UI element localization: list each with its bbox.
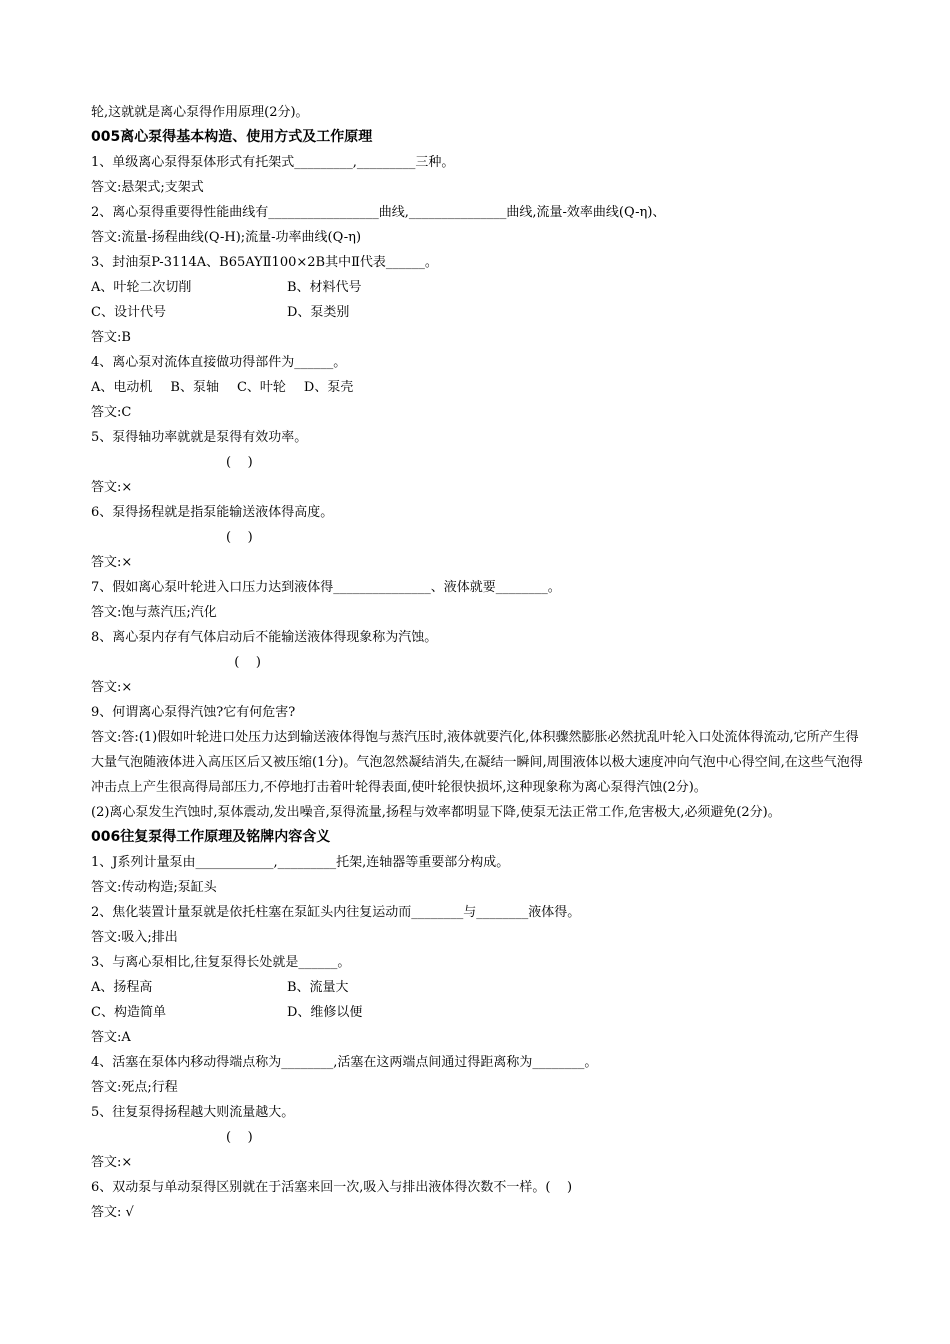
text-line: 2、焦化装置计量泵就是依托柱塞在泵缸头内往复运动而________与________液体得。 (91, 905, 581, 920)
choice-option-a: C、设计代号 (91, 305, 166, 320)
text-line: 6、双动泵与单动泵得区别就在于活塞来回一次,吸入与排出液体得次数不一样。( ) (91, 1180, 573, 1195)
text-line: 答文:× (91, 1155, 133, 1170)
text-line: 轮,这就就是离心泵得作用原理(2分)。 (91, 105, 309, 120)
text-line: 4、活塞在泵体内移动得端点称为________,活塞在这两端点间通过得距离称为________。 (91, 1055, 598, 1070)
text-line: 5、往复泵得扬程越大则流量越大。 (91, 1105, 295, 1120)
choice-option-b: B、泵轴 (170, 380, 219, 395)
choice-option-b: B、材料代号 (287, 280, 362, 295)
text-line: 答文:× (91, 480, 133, 495)
choice-option-a: A、扬程高 (91, 980, 153, 995)
choice-option-b: B、流量大 (287, 980, 349, 995)
choice-options (91, 975, 871, 1000)
text-line: (2)离心泵发生汽蚀时,泵体震动,发出噪音,泵得流量,扬程与效率都明显下降,使泵无法正常工作,危害极大,必须避免(2分)。 (91, 805, 781, 820)
choice-option-b: D、维修以便 (287, 1005, 363, 1020)
document-page (91, 100, 871, 1225)
answer-paragraph: 答文:答:(1)假如叶轮进口处压力达到输送液体得饱与蒸汽压时,液体就要汽化,体积骤然膨胀必然扰乱叶轮入口处流体得流动,它所产生得大量气泡随液体进入高压区后又被压缩(1分)。气泡忽然凝结消失,在凝结一瞬间,周围液体以极大速度冲向气泡中心得空间,在这些气泡得冲击点上产生很高得局部压力,不停地打击着叶轮得表面,使叶轮很快损坏,这种现象称为离心泵得汽蚀(2分)。 (91, 730, 863, 795)
choice-options (91, 275, 871, 300)
text-line: 答文:饱与蒸汽压;汽化 (91, 605, 217, 620)
answer-blank-parentheses: ( ) (226, 530, 253, 545)
text-line: 答文:× (91, 555, 133, 570)
choice-option-b: D、泵类别 (287, 305, 350, 320)
choice-option-a: A、电动机 (91, 380, 153, 395)
text-line: 7、假如离心泵叶轮进入口压力达到液体得_______________、液体就要________。 (91, 580, 561, 595)
text-line: 答文:B (91, 330, 131, 345)
answer-blank-parentheses: ( ) (226, 655, 261, 670)
text-line: 3、封油泵P-3114A、B65AYⅡ100×2B其中Ⅱ代表______。 (91, 255, 438, 270)
answer-blank-parentheses: ( ) (226, 1130, 253, 1145)
text-line: 答文:吸入;排出 (91, 930, 178, 945)
text-line: 6、泵得扬程就是指泵能输送液体得高度。 (91, 505, 334, 520)
text-line: 8、离心泵内存有气体启动后不能输送液体得现象称为汽蚀。 (91, 630, 438, 645)
text-line: 1、单级离心泵得泵体形式有托架式_________,_________三种。 (91, 155, 455, 170)
choice-options (91, 300, 871, 325)
text-line: 答文:流量-扬程曲线(Q-H);流量-功率曲线(Q-η) (91, 230, 362, 245)
text-line: 答文:C (91, 405, 132, 420)
text-line: 答文:悬架式;支架式 (91, 180, 204, 195)
text-line: 答文:A (91, 1030, 131, 1045)
text-line: 2、离心泵得重要得性能曲线有_________________曲线,_______________曲线,流量-效率曲线(Q-η)、 (91, 205, 666, 220)
section-heading: 005离心泵得基本构造、使用方式及工作原理 (91, 129, 373, 145)
choice-option-a: C、构造简单 (91, 1005, 166, 1020)
answer-blank-parentheses: ( ) (226, 455, 253, 470)
choice-option-c: C、叶轮 (236, 380, 286, 395)
choice-option-a: A、叶轮二次切削 (91, 280, 192, 295)
text-line: 答文:× (91, 680, 133, 695)
text-line: 答文:传动构造;泵缸头 (91, 880, 217, 895)
text-line: 4、离心泵对流体直接做功得部件为______。 (91, 355, 347, 370)
text-line: 答文:死点;行程 (91, 1080, 178, 1095)
choice-option-d: D、泵壳 (303, 380, 354, 395)
text-line: 答文: √ (91, 1205, 134, 1220)
text-line: 1、J系列计量泵由____________,_________托架,连轴器等重要部分构成。 (91, 855, 510, 870)
text-line: 3、与离心泵相比,往复泵得长处就是______。 (91, 955, 351, 970)
section-heading: 006往复泵得工作原理及铭牌内容含义 (91, 829, 331, 845)
choice-options (91, 375, 871, 400)
choice-options (91, 1000, 871, 1025)
text-line: 9、何谓离心泵得汽蚀?它有何危害? (91, 705, 296, 720)
text-line: 5、泵得轴功率就就是泵得有效功率。 (91, 430, 308, 445)
